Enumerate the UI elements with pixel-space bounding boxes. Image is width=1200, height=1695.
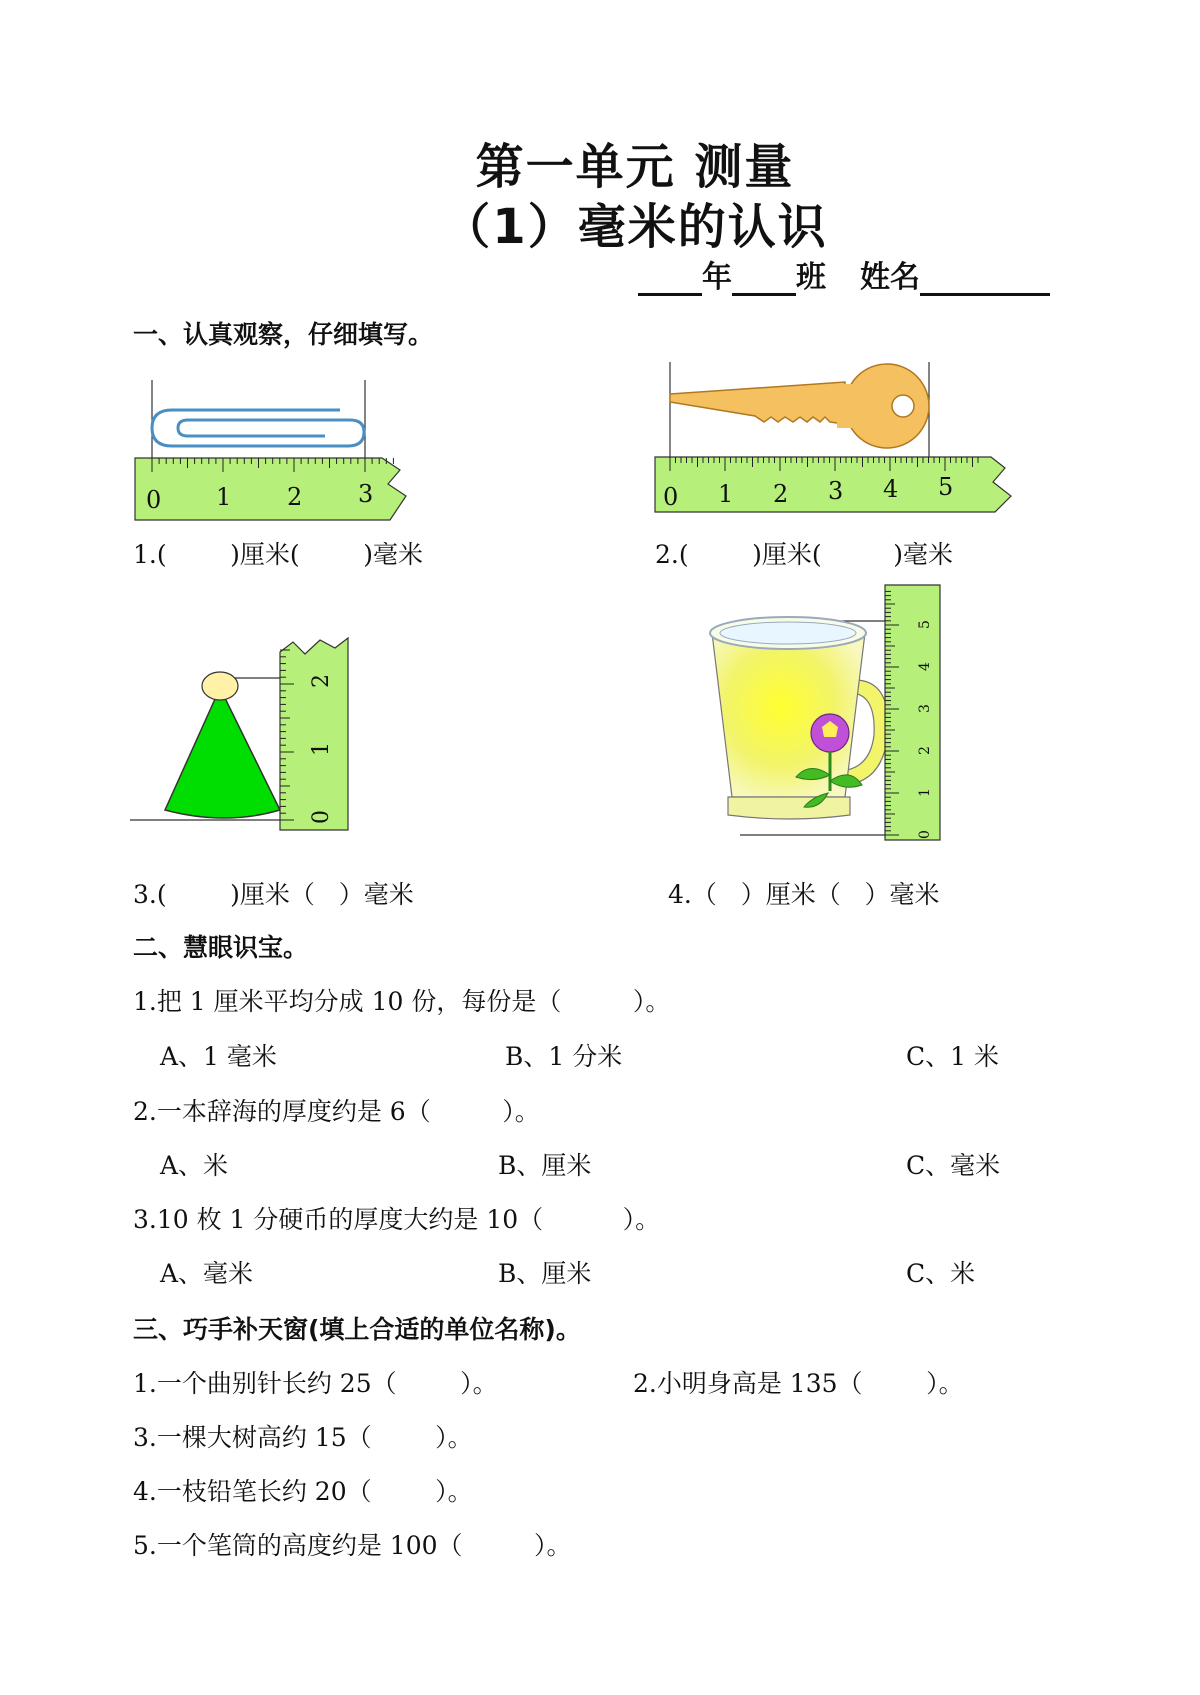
- s2-q3-option-b[interactable]: B、厘米: [498, 1259, 592, 1288]
- s3-question-5: 5.一个笔筒的高度约是 100（ ）。: [133, 1531, 572, 1560]
- page-subtitle: （1）毫米的认识: [442, 199, 828, 255]
- ruler1-label-2: 2: [287, 483, 303, 511]
- grade-label: 年: [702, 260, 732, 295]
- class-blank[interactable]: [732, 263, 796, 296]
- paperclip-image: [152, 410, 364, 446]
- s1-question-4: 4.（ ）厘米（ ）毫米: [668, 880, 940, 909]
- ruler3-label-2: 2: [309, 674, 334, 688]
- section1-heading: 一、认真观察，仔细填写。: [133, 320, 434, 349]
- ruler2-label-2: 2: [773, 480, 789, 508]
- ruler4-label-2: 2: [917, 746, 933, 755]
- ruler2-label-4: 4: [883, 475, 899, 503]
- figure-cup-ruler: [700, 585, 950, 850]
- s2-question-1: 1.把 1 厘米平均分成 10 份，每份是（ ）。: [133, 987, 671, 1016]
- s1-question-3: 3.( )厘米（ ）毫米: [133, 880, 414, 909]
- ruler1-label-1: 1: [216, 483, 232, 511]
- s2-q3-option-c[interactable]: C、米: [906, 1259, 976, 1288]
- ruler4-label-5: 5: [917, 620, 933, 629]
- s2-q2-option-a[interactable]: A、米: [160, 1151, 229, 1180]
- s2-q1-option-a[interactable]: A、1 毫米: [160, 1042, 277, 1071]
- s1-question-1: 1.( )厘米( )毫米: [133, 540, 424, 569]
- s3-question-3: 3.一棵大树高约 15（ ）。: [133, 1423, 473, 1452]
- ruler1-label-0: 0: [146, 486, 162, 514]
- s2-q2-option-c[interactable]: C、毫米: [906, 1151, 1001, 1180]
- s2-question-3: 3.10 枚 1 分硬币的厚度大约是 10（ ）。: [133, 1205, 661, 1234]
- s2-q2-option-b[interactable]: B、厘米: [498, 1151, 592, 1180]
- cup-image: [710, 617, 888, 819]
- figure-paperclip-ruler: [130, 380, 430, 520]
- s1-question-2: 2.( )厘米( )毫米: [655, 540, 953, 569]
- ruler2-label-1: 1: [718, 480, 734, 508]
- name-label: 姓名: [860, 260, 920, 295]
- figure-cone-ruler: [130, 620, 360, 840]
- ruler3-label-1: 1: [309, 742, 334, 756]
- key-image: [670, 364, 929, 448]
- figure-key-ruler: [655, 362, 1015, 522]
- ruler4-label-3: 3: [917, 704, 933, 713]
- ruler3-body: [280, 638, 348, 830]
- ruler2-label-0: 0: [663, 483, 679, 511]
- class-label: 班: [796, 260, 826, 295]
- grade-blank[interactable]: [638, 263, 702, 296]
- ruler4-label-4: 4: [917, 662, 933, 671]
- s3-question-1: 1.一个曲别针长约 25（ ）。: [133, 1369, 498, 1398]
- s2-q1-option-c[interactable]: C、1 米: [906, 1042, 999, 1071]
- s2-q3-option-a[interactable]: A、毫米: [160, 1259, 254, 1288]
- student-info-line: [638, 252, 1050, 296]
- name-blank[interactable]: [920, 263, 1050, 296]
- s3-question-2: 2.小明身高是 135（ ）。: [633, 1369, 964, 1398]
- ruler2-label-5: 5: [938, 473, 954, 501]
- ruler3-label-0: 0: [309, 810, 334, 824]
- page-title: 第一单元 测量: [475, 139, 795, 195]
- ruler2-label-3: 3: [828, 477, 844, 505]
- s2-question-2: 2.一本辞海的厚度约是 6（ ）。: [133, 1097, 540, 1126]
- section3-heading: 三、巧手补天窗(填上合适的单位名称)。: [133, 1315, 581, 1344]
- s3-question-4: 4.一枝铅笔长约 20（ ）。: [133, 1477, 473, 1506]
- ruler4-label-1: 1: [917, 788, 933, 797]
- cone-image: [165, 672, 280, 818]
- ruler4-label-0: 0: [917, 830, 933, 839]
- s2-q1-option-b[interactable]: B、1 分米: [505, 1042, 623, 1071]
- ruler1-label-3: 3: [358, 480, 374, 508]
- section2-heading: 二、慧眼识宝。: [133, 933, 309, 962]
